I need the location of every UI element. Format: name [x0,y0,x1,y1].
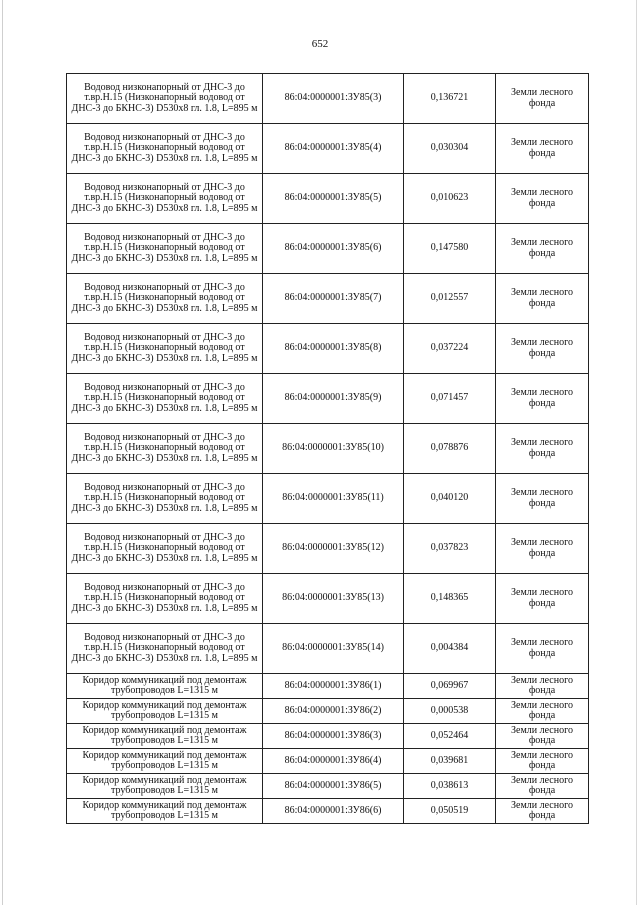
table-row [67,799,589,824]
cadastral-number-cell: 86:04:0000001:ЗУ85(13) [263,574,404,624]
table-row [67,374,589,424]
cadastral-number-cell: 86:04:0000001:ЗУ85(3) [263,74,404,124]
area-cell: 0,004384 [404,624,496,674]
cadastral-number-cell: 86:04:0000001:ЗУ85(7) [263,274,404,324]
object-name-cell: Водовод низконапорный от ДНС-3 до т.вр.Н.15 (Низконапорный водовод от ДНС-3 до БКНС-3) D530x8 гл. 1.8, L=895 м [67,624,263,674]
table-row [67,749,589,774]
area-cell: 0,000538 [404,699,496,724]
area-cell: 0,010623 [404,174,496,224]
land-category-cell: Земли лесного фонда [496,574,589,624]
object-name-cell: Коридор коммуникаций под демонтаж трубопроводов L=1315 м [67,699,263,724]
land-category-cell: Земли лесного фонда [496,799,589,824]
cadastral-number-cell: 86:04:0000001:ЗУ85(14) [263,624,404,674]
land-plots-table [66,73,589,824]
area-cell: 0,040120 [404,474,496,524]
land-category-cell: Земли лесного фонда [496,524,589,574]
table-row [67,174,589,224]
cadastral-number-cell: 86:04:0000001:ЗУ86(6) [263,799,404,824]
page-number: 652 [311,38,329,50]
land-category-cell: Земли лесного фонда [496,624,589,674]
land-category-cell: Земли лесного фонда [496,774,589,799]
table-row [67,699,589,724]
land-category-cell: Земли лесного фонда [496,724,589,749]
table-row [67,274,589,324]
cadastral-number-cell: 86:04:0000001:ЗУ85(12) [263,524,404,574]
area-cell: 0,037224 [404,324,496,374]
area-cell: 0,069967 [404,674,496,699]
area-cell: 0,030304 [404,124,496,174]
area-cell: 0,136721 [404,74,496,124]
area-cell: 0,012557 [404,274,496,324]
cadastral-number-cell: 86:04:0000001:ЗУ85(8) [263,324,404,374]
land-category-cell: Земли лесного фонда [496,674,589,699]
table-body [67,74,589,824]
object-name-cell: Коридор коммуникаций под демонтаж трубопроводов L=1315 м [67,724,263,749]
land-category-cell: Земли лесного фонда [496,424,589,474]
area-cell: 0,148365 [404,574,496,624]
table-row [67,224,589,274]
area-cell: 0,039681 [404,749,496,774]
cadastral-number-cell: 86:04:0000001:ЗУ86(2) [263,699,404,724]
object-name-cell: Коридор коммуникаций под демонтаж трубопроводов L=1315 м [67,749,263,774]
cadastral-number-cell: 86:04:0000001:ЗУ85(4) [263,124,404,174]
land-category-cell: Земли лесного фонда [496,374,589,424]
table-row [67,524,589,574]
area-cell: 0,071457 [404,374,496,424]
table-row [67,624,589,674]
land-category-cell: Земли лесного фонда [496,749,589,774]
land-category-cell: Земли лесного фонда [496,124,589,174]
land-category-cell: Земли лесного фонда [496,324,589,374]
object-name-cell: Водовод низконапорный от ДНС-3 до т.вр.Н.15 (Низконапорный водовод от ДНС-3 до БКНС-3) D530x8 гл. 1.8, L=895 м [67,574,263,624]
table-row [67,674,589,699]
table-row [67,724,589,749]
table-row [67,324,589,374]
table-row [67,574,589,624]
cadastral-number-cell: 86:04:0000001:ЗУ85(9) [263,374,404,424]
cadastral-number-cell: 86:04:0000001:ЗУ85(5) [263,174,404,224]
object-name-cell: Водовод низконапорный от ДНС-3 до т.вр.Н.15 (Низконапорный водовод от ДНС-3 до БКНС-3) D530x8 гл. 1.8, L=895 м [67,224,263,274]
cadastral-number-cell: 86:04:0000001:ЗУ86(4) [263,749,404,774]
table-row [67,74,589,124]
object-name-cell: Водовод низконапорный от ДНС-3 до т.вр.Н.15 (Низконапорный водовод от ДНС-3 до БКНС-3) D530x8 гл. 1.8, L=895 м [67,524,263,574]
object-name-cell: Водовод низконапорный от ДНС-3 до т.вр.Н.15 (Низконапорный водовод от ДНС-3 до БКНС-3) D530x8 гл. 1.8, L=895 м [67,374,263,424]
cadastral-number-cell: 86:04:0000001:ЗУ85(6) [263,224,404,274]
cadastral-number-cell: 86:04:0000001:ЗУ86(1) [263,674,404,699]
object-name-cell: Водовод низконапорный от ДНС-3 до т.вр.Н.15 (Низконапорный водовод от ДНС-3 до БКНС-3) D530x8 гл. 1.8, L=895 м [67,474,263,524]
table-row [67,124,589,174]
object-name-cell: Коридор коммуникаций под демонтаж трубопроводов L=1315 м [67,674,263,699]
object-name-cell: Водовод низконапорный от ДНС-3 до т.вр.Н.15 (Низконапорный водовод от ДНС-3 до БКНС-3) D530x8 гл. 1.8, L=895 м [67,124,263,174]
table-row [67,774,589,799]
area-cell: 0,037823 [404,524,496,574]
area-cell: 0,038613 [404,774,496,799]
land-category-cell: Земли лесного фонда [496,174,589,224]
scan-edge-left [2,0,3,905]
object-name-cell: Водовод низконапорный от ДНС-3 до т.вр.Н.15 (Низконапорный водовод от ДНС-3 до БКНС-3) D530x8 гл. 1.8, L=895 м [67,324,263,374]
cadastral-number-cell: 86:04:0000001:ЗУ86(3) [263,724,404,749]
object-name-cell: Коридор коммуникаций под демонтаж трубопроводов L=1315 м [67,774,263,799]
land-category-cell: Земли лесного фонда [496,699,589,724]
area-cell: 0,147580 [404,224,496,274]
table-row [67,424,589,474]
land-category-cell: Земли лесного фонда [496,74,589,124]
cadastral-number-cell: 86:04:0000001:ЗУ85(10) [263,424,404,474]
object-name-cell: Коридор коммуникаций под демонтаж трубопроводов L=1315 м [67,799,263,824]
land-category-cell: Земли лесного фонда [496,474,589,524]
area-cell: 0,050519 [404,799,496,824]
cadastral-number-cell: 86:04:0000001:ЗУ85(11) [263,474,404,524]
land-category-cell: Земли лесного фонда [496,274,589,324]
object-name-cell: Водовод низконапорный от ДНС-3 до т.вр.Н.15 (Низконапорный водовод от ДНС-3 до БКНС-3) D530x8 гл. 1.8, L=895 м [67,274,263,324]
object-name-cell: Водовод низконапорный от ДНС-3 до т.вр.Н.15 (Низконапорный водовод от ДНС-3 до БКНС-3) D530x8 гл. 1.8, L=895 м [67,424,263,474]
cadastral-number-cell: 86:04:0000001:ЗУ86(5) [263,774,404,799]
area-cell: 0,078876 [404,424,496,474]
scan-edge-right [636,0,637,905]
object-name-cell: Водовод низконапорный от ДНС-3 до т.вр.Н.15 (Низконапорный водовод от ДНС-3 до БКНС-3) D530x8 гл. 1.8, L=895 м [67,74,263,124]
area-cell: 0,052464 [404,724,496,749]
table-row [67,474,589,524]
land-category-cell: Земли лесного фонда [496,224,589,274]
object-name-cell: Водовод низконапорный от ДНС-3 до т.вр.Н.15 (Низконапорный водовод от ДНС-3 до БКНС-3) D530x8 гл. 1.8, L=895 м [67,174,263,224]
